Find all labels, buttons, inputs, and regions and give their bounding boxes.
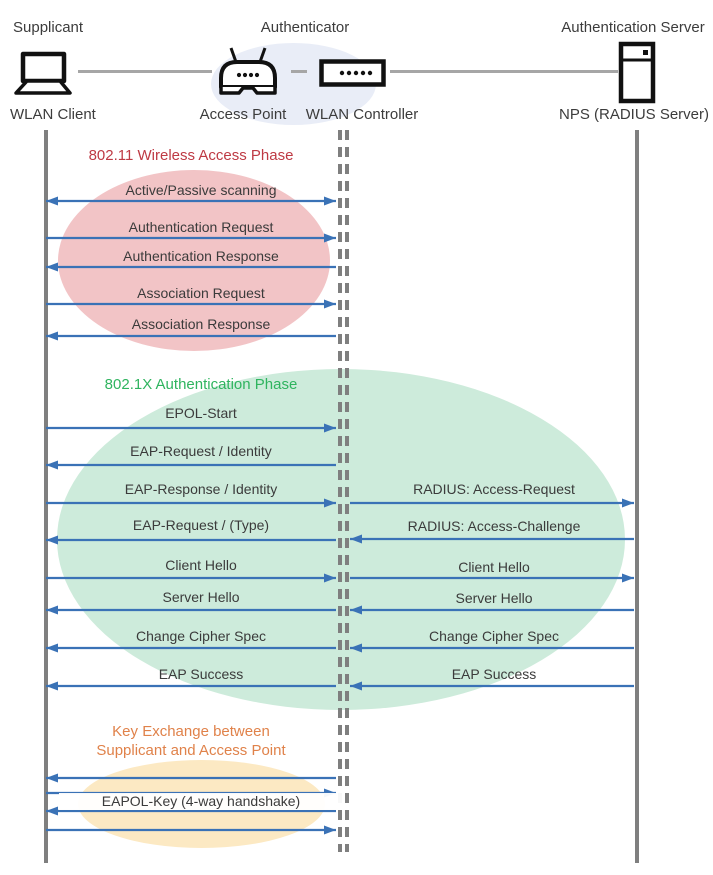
message-label: Client Hello — [165, 557, 237, 573]
message-label: Server Hello — [162, 589, 240, 605]
phase2-title: 802.1X Authentication Phase — [104, 376, 298, 393]
message-label: Client Hello — [458, 559, 530, 575]
message-label: EAPOL-Key (4-way handshake) — [59, 793, 343, 810]
message-label: EAP Success — [451, 666, 537, 682]
label-wlan-controller: WLAN Controller — [305, 106, 419, 123]
message-label: Change Cipher Spec — [429, 628, 559, 644]
message-arrow — [46, 774, 336, 783]
message-arrow — [46, 197, 336, 206]
message-arrow — [350, 644, 634, 653]
message-label: EAP-Request / Identity — [130, 443, 272, 459]
message-label: EAP Success — [158, 666, 244, 682]
message-arrow — [46, 234, 336, 243]
message-arrow — [46, 826, 336, 835]
phase3-title — [96, 722, 285, 760]
message-arrow — [46, 263, 336, 272]
message-label: RADIUS: Access-Challenge — [407, 518, 581, 534]
message-label: Association Request — [137, 285, 265, 301]
message-label: EAP-Response / Identity — [124, 481, 278, 497]
label-wlan-client: WLAN Client — [10, 106, 96, 123]
message-arrow — [46, 606, 336, 615]
message-label: Server Hello — [455, 590, 533, 606]
phase1-title: 802.11 Wireless Access Phase — [88, 147, 294, 164]
message-arrow — [350, 499, 634, 508]
message-arrow — [350, 574, 634, 583]
message-arrow — [46, 807, 336, 816]
message-label: RADIUS: Access-Request — [413, 481, 575, 497]
message-arrow — [350, 606, 634, 615]
message-arrow — [46, 536, 336, 545]
message-label: EPOL-Start — [165, 405, 237, 421]
role-authenticator: Authenticator — [260, 19, 350, 36]
message-arrow — [46, 499, 336, 508]
message-label: Authentication Response — [123, 248, 279, 264]
message-arrow — [350, 682, 634, 691]
message-label: EAP-Request / (Type) — [132, 517, 270, 533]
role-supplicant: Supplicant — [13, 19, 84, 36]
message-arrow — [46, 300, 336, 309]
phase3-title-line2: Supplicant and Access Point — [96, 742, 286, 759]
message-label: Change Cipher Spec — [136, 628, 266, 644]
message-label: Authentication Request — [128, 219, 274, 235]
message-arrow — [46, 682, 336, 691]
message-arrow — [46, 644, 336, 653]
message-arrow — [46, 574, 336, 583]
message-arrow — [46, 461, 336, 470]
message-arrow — [46, 332, 336, 341]
phase3-title-line1: Key Exchange between — [112, 723, 270, 740]
message-arrow — [350, 535, 634, 544]
label-radius-server: NPS (RADIUS Server) — [558, 106, 710, 123]
role-authentication-server: Authentication Server — [561, 19, 705, 36]
message-arrow — [46, 424, 336, 433]
message-label: Active/Passive scanning — [125, 182, 277, 198]
label-access-point: Access Point — [199, 106, 287, 123]
message-label: Association Response — [131, 316, 271, 332]
message-arrow — [46, 789, 336, 798]
